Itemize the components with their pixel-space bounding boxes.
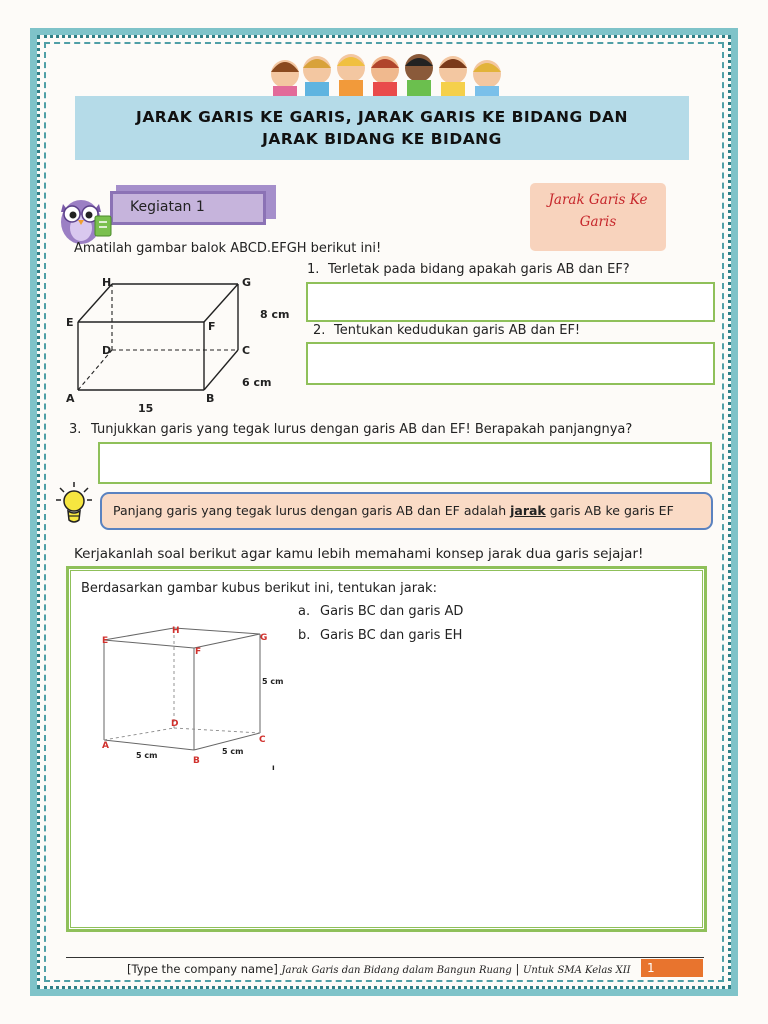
info-text (113, 503, 674, 518)
cube-dim-right: 5 cm (262, 677, 284, 686)
edge-eh (78, 284, 112, 322)
topic-note-line-2: Garis (579, 214, 617, 230)
footer-text (127, 962, 631, 976)
vertex-g: G (242, 276, 252, 289)
cube-edge-ef (104, 640, 194, 648)
footer-separator: | (515, 962, 520, 976)
vertex-e: E (66, 316, 74, 329)
vertex-c: C (242, 344, 251, 357)
cube-edge-dc (174, 728, 260, 733)
cube-edge-ad (104, 728, 174, 740)
cube-vertex-b: B (193, 756, 200, 766)
question-1-number: 1. (307, 262, 320, 277)
answer-box-2[interactable] (306, 342, 715, 385)
info-text-before: Panjang garis yang tegak lurus dengan garis AB dan EF adalah (113, 503, 511, 518)
cube-edge-hg (174, 628, 260, 634)
question-3-number: 3. (69, 422, 82, 437)
exercise-item-b: Garis BC dan garis EH (320, 628, 463, 643)
intro-text: Amatilah gambar balok ABCD.EFGH berikut ini! (74, 241, 382, 256)
answer-box-3[interactable] (98, 442, 712, 484)
info-text-after: garis AB ke garis EF (545, 503, 674, 518)
question-1: Terletak pada bidang apakah garis AB dan EF? (328, 262, 630, 277)
cube-vertex-a: A (102, 741, 109, 751)
exercise-item-b-letter: b. (298, 628, 311, 643)
lightbulb-icon (54, 480, 94, 530)
exercise-item-a: Garis BC dan garis AD (320, 604, 464, 619)
title-line-1: JARAK GARIS KE GARIS, JARAK GARIS KE BIDANG DAN (136, 108, 628, 126)
cube-edge-eh (104, 628, 174, 640)
footer-audience: Untuk SMA Kelas XII (522, 965, 631, 976)
page-number: 1 (641, 959, 703, 977)
info-keyword: jarak (510, 503, 546, 518)
footer-divider (66, 957, 704, 958)
cuboid-depth: 6 cm (242, 376, 272, 389)
cube-vertex-g: G (260, 633, 268, 643)
question-2: Tentukan kedudukan garis AB dan EF! (334, 323, 581, 338)
cube-dim-bottom-front: 5 cm (136, 751, 158, 760)
vertex-a: A (66, 392, 75, 405)
exercise-prompt: Berdasarkan gambar kubus berikut ini, tentukan jarak: (81, 581, 437, 596)
cube-edge-ab (104, 740, 194, 750)
question-3: Tunjukkan garis yang tegak lurus dengan garis AB dan EF! Berapakah panjangnya? (91, 422, 633, 437)
cube-vertex-f: F (195, 647, 202, 657)
exercise-intro: Kerjakanlah soal berikut agar kamu lebih memahami konsep jarak dua garis sejajar! (74, 546, 644, 562)
cube-vertex-d: D (171, 719, 179, 729)
title-line-2: JARAK BIDANG KE BIDANG (262, 130, 502, 148)
footer-company: [Type the company name] (127, 962, 278, 976)
vertex-d: D (102, 344, 112, 357)
cube-dim-bottom-right: 5 cm (222, 747, 244, 756)
footer-subtitle: Jarak Garis dan Bidang dalam Bangun Ruang (281, 965, 512, 976)
cube-tick-mark: ı (272, 763, 275, 770)
answer-box-1[interactable] (306, 282, 715, 322)
cuboid-diagram (62, 270, 302, 420)
children-illustration (265, 48, 513, 98)
cuboid-length: 15 (138, 402, 154, 415)
cube-edge-fg (194, 634, 260, 648)
cube-vertex-e: E (102, 636, 109, 646)
cube-vertex-h: H (172, 626, 180, 636)
vertex-h: H (102, 276, 112, 289)
vertex-b: B (206, 392, 215, 405)
title-banner (75, 96, 689, 160)
activity-label: Kegiatan 1 (130, 199, 205, 215)
question-2-number: 2. (313, 323, 326, 338)
exercise-item-a-letter: a. (298, 604, 311, 619)
owl-icon (55, 190, 115, 246)
topic-note-line-1: Jarak Garis Ke (548, 192, 648, 208)
cuboid-height: 8 cm (260, 308, 290, 321)
edge-fg (204, 284, 238, 322)
cube-vertex-c: C (259, 735, 266, 745)
vertex-f: F (208, 320, 216, 333)
topic-note (530, 183, 666, 251)
edge-bc (204, 350, 238, 390)
cube-diagram (94, 620, 294, 770)
